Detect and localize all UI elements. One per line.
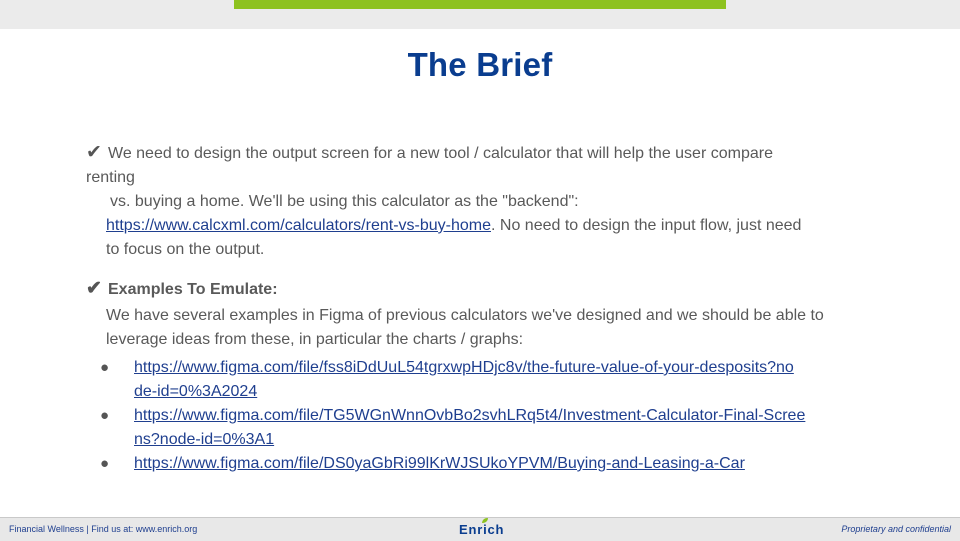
paragraph-brief — [86, 141, 876, 262]
examples-body-line-2: leverage ideas from these, in particular the charts / graphs: — [106, 331, 524, 348]
figma-link-1-line-1[interactable]: https://www.figma.com/file/fss8iDdUuL54tgrxwpHDjc8v/the-future-value-of-your-desposits?no — [134, 359, 794, 376]
accent-bar — [234, 0, 726, 9]
list-item — [86, 452, 876, 476]
examples-heading — [86, 277, 876, 302]
figma-link-3[interactable]: https://www.figma.com/file/DS0yaGbRi99lKrWJSUkoYPVM/Buying-and-Leasing-a-Car — [134, 455, 745, 472]
figma-link-2-line-1[interactable]: https://www.figma.com/file/TG5WGnWnnOvbBo2svhLRq5t4/Investment-Calculator-Final-Scree — [134, 407, 806, 424]
examples-heading-text: Examples To Emulate: — [108, 281, 278, 298]
brief-first-line — [86, 141, 876, 166]
footer-left-text: Financial Wellness | Find us at: www.enrich.org — [9, 524, 198, 534]
brief-line-3: vs. buying a home. We'll be using this calculator as the "backend": — [110, 193, 579, 210]
footer-right-text: Proprietary and confidential — [841, 524, 951, 534]
list-item — [86, 404, 876, 452]
bullet-icon: ● — [100, 359, 110, 376]
examples-body — [86, 304, 876, 352]
bullet-icon: ● — [100, 407, 110, 424]
list-item — [86, 356, 876, 404]
examples-body-line-1: We have several examples in Figma of previous calculators we've designed and we should be able to — [106, 307, 824, 324]
figma-link-2[interactable] — [134, 407, 805, 448]
slide-content — [86, 141, 876, 476]
brief-line-2: renting — [86, 169, 135, 186]
bullet-icon: ● — [100, 455, 110, 472]
checkmark-icon: ✔ — [86, 142, 102, 163]
calcxml-link[interactable]: https://www.calcxml.com/calculators/rent-vs-buy-home — [106, 217, 491, 234]
figma-link-1-line-2[interactable]: de-id=0%3A2024 — [134, 383, 258, 400]
figma-link-2-line-2[interactable]: ns?node-id=0%3A1 — [134, 431, 275, 448]
slide-title: The Brief — [407, 46, 553, 83]
figma-link-1[interactable] — [134, 359, 794, 400]
brief-line-1: We need to design the output screen for a new tool / calculator that will help the user compare — [108, 145, 773, 162]
brief-line-4 — [86, 214, 876, 238]
brief-line-5: to focus on the output. — [106, 241, 265, 258]
figma-links-list — [86, 356, 876, 476]
brief-after-link: . No need to design the input flow, just need — [491, 217, 802, 234]
checkmark-icon: ✔ — [86, 278, 102, 299]
slide-footer — [0, 517, 960, 541]
enrich-logo: Enrich — [459, 522, 505, 537]
